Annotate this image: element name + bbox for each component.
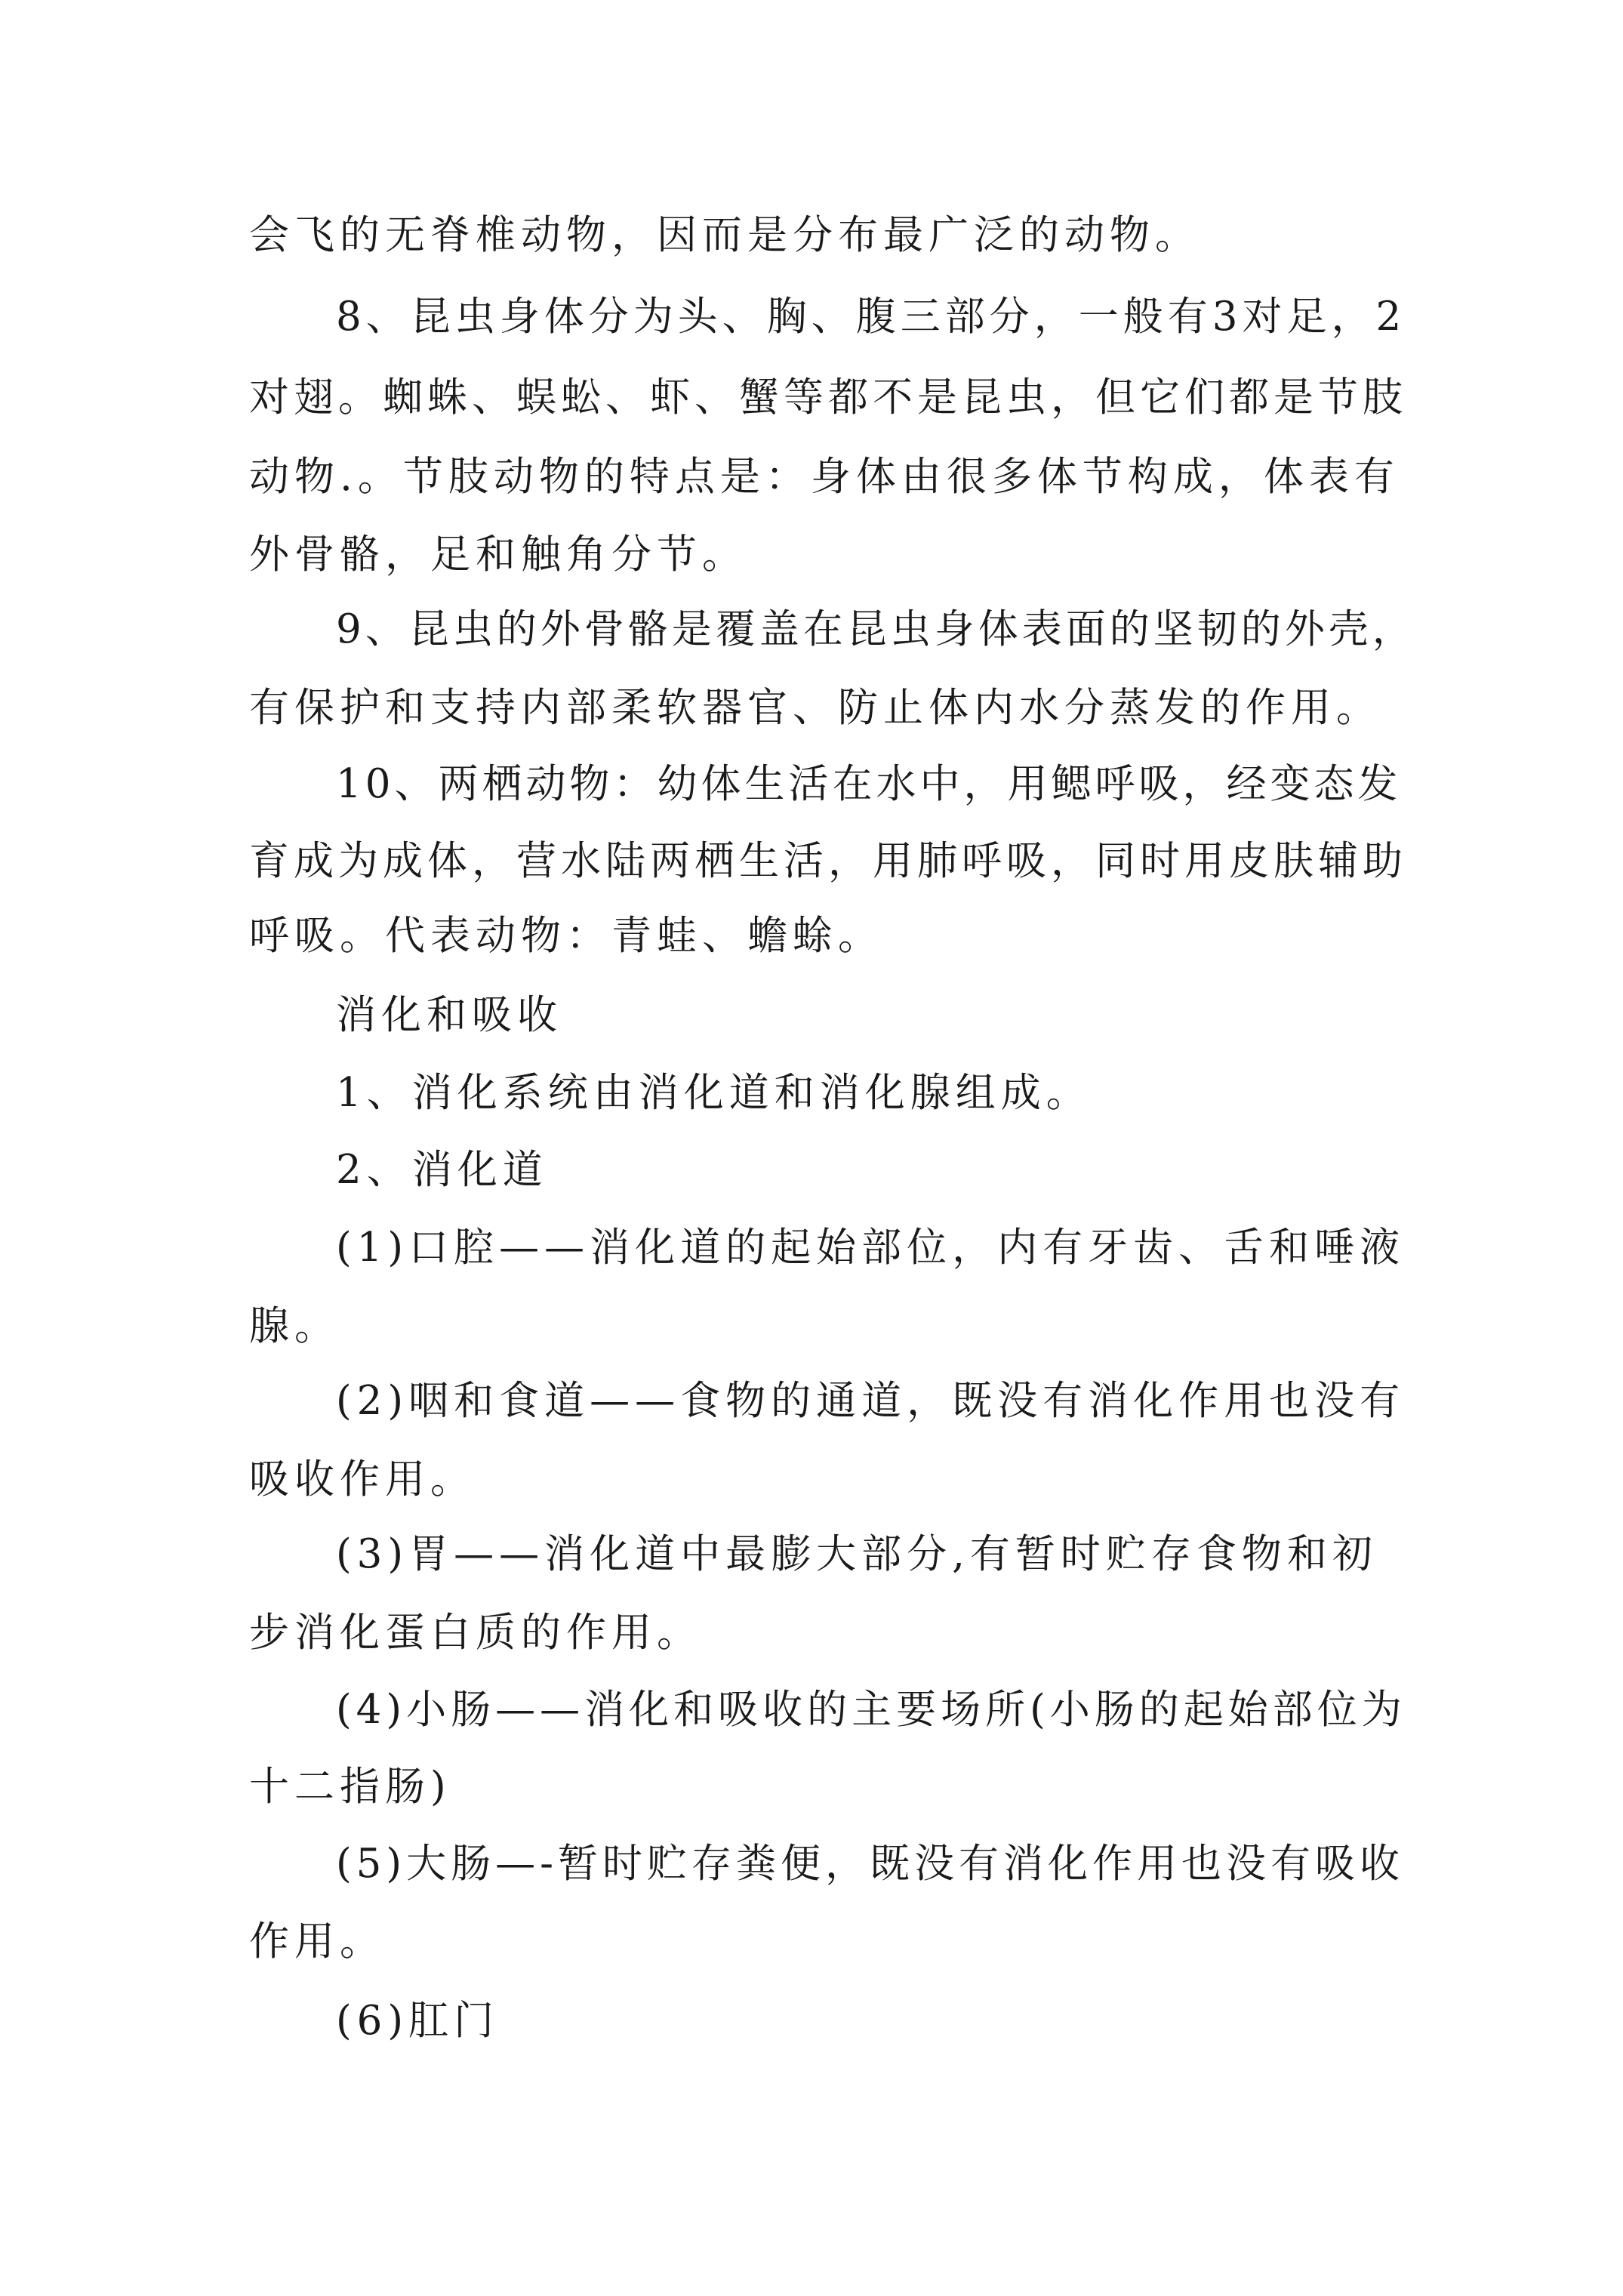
paragraph-line-12: 1、消化系统由消化道和消化腺组成。 [336, 1070, 1092, 1116]
section-heading: 消化和吸收 [336, 992, 562, 1038]
paragraph-line-7: 有保护和支持内部柔软器官、防止体内水分蒸发的作用。 [249, 685, 1381, 731]
paragraph-line-15: 腺。 [249, 1303, 340, 1349]
paragraph-line-8: 10、两栖动物：幼体生活在水中，用鳃呼吸，经变态发 [336, 761, 1402, 807]
paragraph-line-23: 作用。 [249, 1918, 385, 1965]
paragraph-line-10: 呼吸。代表动物：青蛙、蟾蜍。 [249, 913, 883, 959]
paragraph-line-18: (3)胃——消化道中最膨大部分,有暂时贮存食物和初 [336, 1531, 1378, 1577]
paragraph-line-21: 十二指肠) [249, 1764, 451, 1810]
paragraph-line-13: 2、消化道 [336, 1147, 548, 1193]
paragraph-line-3: 对翅。蜘蛛、蜈蚣、虾、蟹等都不是昆虫，但它们都是节肢 [249, 374, 1407, 421]
paragraph-line-2: 8、昆虫身体分为头、胸、腹三部分，一般有3对足，2 [336, 294, 1406, 340]
paragraph-line-9: 育成为成体，营水陆两栖生活，用肺呼吸，同时用皮肤辅助 [249, 838, 1407, 884]
paragraph-line-20: (4)小肠——消化和吸收的主要场所(小肠的起始部位为 [336, 1687, 1406, 1733]
paragraph-line-22: (5)大肠—-暂时贮存粪便，既没有消化作用也没有吸收 [336, 1841, 1404, 1887]
paragraph-line-6: 9、昆虫的外骨骼是覆盖在昆虫身体表面的坚韧的外壳， [336, 606, 1416, 652]
paragraph-line-1: 会飞的无脊椎动物，因而是分布最广泛的动物。 [249, 212, 1200, 258]
paragraph-line-4: 动物.。节肢动物的特点是：身体由很多体节构成，体表有 [249, 454, 1400, 500]
paragraph-line-19: 步消化蛋白质的作用。 [249, 1610, 702, 1656]
paragraph-line-14: (1)口腔——消化道的起始部位，内有牙齿、舌和唾液 [336, 1225, 1406, 1271]
paragraph-line-16: (2)咽和食道——食物的通道，既没有消化作用也没有 [336, 1378, 1406, 1424]
paragraph-line-5: 外骨骼，足和触角分节。 [249, 532, 747, 578]
paragraph-line-24: (6)肛门 [336, 1998, 500, 2044]
paragraph-line-17: 吸收作用。 [249, 1456, 476, 1502]
